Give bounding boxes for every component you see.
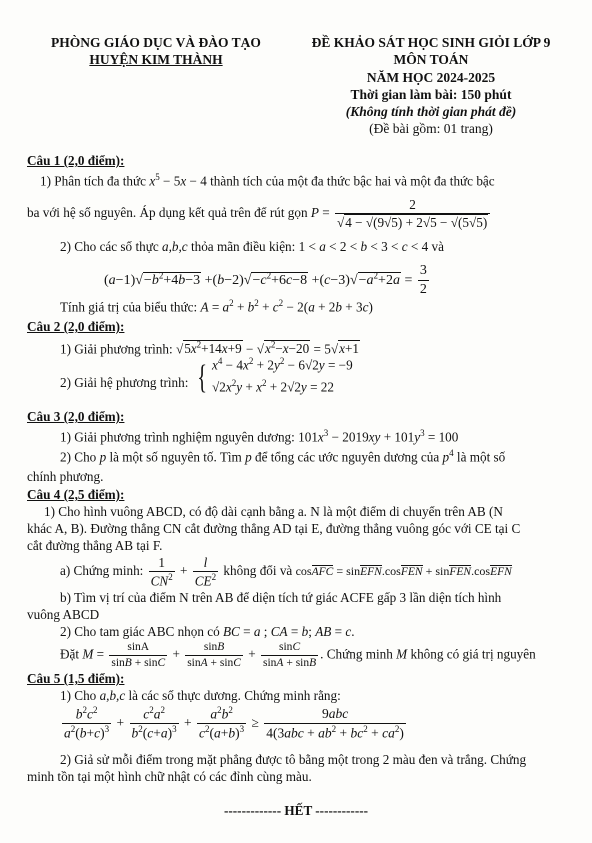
q4-part-b-line2: vuông ABCD bbox=[27, 607, 100, 622]
q4-part2: 2) Cho tam giác ABC nhọn có BC = a ; CA = b; AB = c. bbox=[60, 624, 355, 639]
question-3-title: Câu 3 (2,0 điểm): bbox=[27, 409, 125, 424]
q4-text: không có giá trị nguyên bbox=[410, 646, 536, 662]
q1-part1-line1: 1) Phân tích đa thức $x^5 - 5x - 4$ thành tích của một đa thức bậc hai và một đa thức bậc bbox=[40, 172, 495, 189]
q4-text: a) Chứng minh: bbox=[60, 563, 144, 579]
q5-text: là các số thực dương. Chứng minh rằng: bbox=[128, 688, 341, 703]
q5-text: 1) Cho bbox=[60, 688, 97, 703]
q3-text: là một số bbox=[456, 449, 506, 465]
time-limit: Thời gian làm bài: 150 phút bbox=[350, 86, 512, 102]
q5-inequality: $\frac{b^2c^2}{a^2(b+c)^3}$ + $\frac{c^2a^2}{b^2(c+a)^3}$ + $\frac{a^2b^2}{c^2(a+b)^3}$ ≥ $\frac{\text{9abc}}{4(3abc + ab^2 + bc^2 + ca^2)}$ bbox=[64, 705, 404, 741]
q1-text: và bbox=[431, 239, 444, 254]
q4-text: Đặt bbox=[60, 646, 80, 662]
q4-part1-line3: cắt đường thẳng AB tại F. bbox=[27, 538, 163, 553]
q3-text: 2) Cho bbox=[60, 449, 97, 465]
q3-part1: 1) Giải phương trình nghiệm nguyên dương: $101x^3 - 2019xy + 101y^3 = 100$ bbox=[60, 428, 459, 445]
q2-text: 1) Giải phương trình: bbox=[60, 341, 173, 357]
school-year: NĂM HỌC 2024-2025 bbox=[366, 69, 496, 85]
q1-text: 2) Cho các số thực bbox=[60, 239, 159, 254]
q1-text: ba với hệ số nguyên. Áp dụng kết quả trên để rút gọn bbox=[27, 204, 308, 220]
q1-part1-line2: ba với hệ số nguyên. Áp dụng kết quả trên để rút gọn P = $\frac{2}{√4 - √(9√5) + 2√5 - √(5√5)}$ bbox=[27, 196, 492, 232]
q1-text: 1) Phân tích đa thức bbox=[40, 173, 147, 189]
q4-text: 2) Cho tam giác ABC nhọn có bbox=[60, 624, 220, 639]
q3-part2-line2: chính phương. bbox=[27, 469, 104, 484]
q4-part-b-line1: b) Tìm vị trí của điểm N trên AB để diện tích tứ giác ACFE gấp 3 lần diện tích hình bbox=[60, 590, 502, 605]
q2-system: { $x^4 - 4x^2 + 2y^2 - 6√2y = -9$ $√2x^2y + x^2 + 2√2y = 22$ bbox=[197, 356, 353, 396]
q1-text: thành tích của một đa thức bậc hai và một đa thức bậc bbox=[210, 173, 495, 189]
department-header bbox=[36, 34, 276, 69]
subject: MÔN TOÁN bbox=[393, 52, 469, 68]
q5-part2-line2: minh tồn tại một hình chữ nhật có các đỉnh cùng màu. bbox=[27, 769, 312, 784]
q2-part2 bbox=[60, 362, 189, 390]
question-2-title: Câu 2 (2,0 điểm): bbox=[27, 319, 125, 334]
department-name: PHÒNG GIÁO DỤC VÀ ĐÀO TẠO bbox=[51, 35, 261, 50]
exam-header bbox=[296, 34, 566, 138]
q5-part2-line1: 2) Giả sử mỗi điểm trong mặt phẳng được tô bằng một trong 2 màu đen và trắng. Chứng bbox=[60, 752, 527, 767]
q1-part2-line1: 2) Cho các số thực a,b,c thỏa mãn điều kiện: 1 < a < 2 < b < 3 < c < 4 và bbox=[60, 239, 444, 254]
exam-title: ĐỀ KHẢO SÁT HỌC SINH GIỎI LỚP 9 bbox=[311, 35, 551, 50]
page-count: (Đề bài gồm: 01 trang) bbox=[369, 121, 493, 137]
q4-text: không đổi và bbox=[223, 563, 293, 579]
q1-text: thỏa mãn điều kiện: bbox=[190, 239, 296, 254]
q3-text: để tổng các ước nguyên dương của bbox=[255, 449, 440, 465]
question-1-title: Câu 1 (2,0 điểm): bbox=[27, 153, 125, 168]
q4-part-a: a) Chứng minh: $\frac{1}{CN^2}$ + $\frac{l}{CE^2}$ không đổi và cosAFC = sinEFN.cosFEN + sinFEN.cosEFN bbox=[60, 555, 512, 589]
question-4-title: Câu 4 (2,5 điểm): bbox=[27, 487, 125, 502]
q4-part3: Đặt M = $\frac{\sin A}{\sin B + \sin C}$ + $\frac{\sin B}{\sin A + \sin C}$ + $\frac{\sin C}{\sin A + \sin B}$ . Chứng minh M không có giá trị nguyên bbox=[60, 641, 536, 670]
district-name: HUYỆN KIM THÀNH bbox=[89, 52, 223, 68]
q4-part1-line1: 1) Cho hình vuông ABCD, có độ dài cạnh bằng a. N là một điểm di chuyển trên AB (N bbox=[44, 504, 503, 519]
q3-part2-line1: 2) Cho p là một số nguyên tố. Tìm p để tổng các ước nguyên dương của $p^4$ là một số bbox=[60, 448, 506, 465]
q1-expression: Tính giá trị của biểu thức: $A = a^2 + b^2 + c^2 - 2(a + 2b + 3c)$ bbox=[60, 298, 373, 315]
question-5-title: Câu 5 (1,5 điểm): bbox=[27, 671, 125, 686]
q3-text: là một số nguyên tố. Tìm bbox=[109, 449, 242, 465]
time-note: (Không tính thời gian phát đề) bbox=[345, 104, 517, 120]
end-marker: ------------- HẾT ------------ bbox=[224, 803, 368, 818]
q4-part1-line2: khác A, B). Đường thẳng CN cắt đường thẳng AD tại E, đường thẳng vuông góc với CE tại C bbox=[27, 521, 521, 536]
p-fraction: $\frac{2}{√4 - √(9√5) + 2√5 - √(5√5)}$ bbox=[335, 196, 490, 232]
q1-text: Tính giá trị của biểu thức: bbox=[60, 299, 198, 315]
q4-text: . Chứng minh bbox=[320, 646, 393, 662]
q1-equation: $(a-1)√-b^2+4b-3 +(b-2)√-c^2+6c-8 +(c-3)√-a^2+2a$ = $\frac{3}{2}$ bbox=[104, 263, 427, 298]
q2-part1: 1) Giải phương trình: $√5x^2+14x+9 - √x^2-x-20 = 5√x+1$ bbox=[60, 340, 359, 357]
q3-text: 1) Giải phương trình nghiệm nguyên dương: bbox=[60, 429, 295, 445]
q5-part1: 1) Cho a,b,c là các số thực dương. Chứng minh rằng: bbox=[60, 688, 341, 703]
q2-text: 2) Giải hệ phương trình: bbox=[60, 375, 189, 390]
